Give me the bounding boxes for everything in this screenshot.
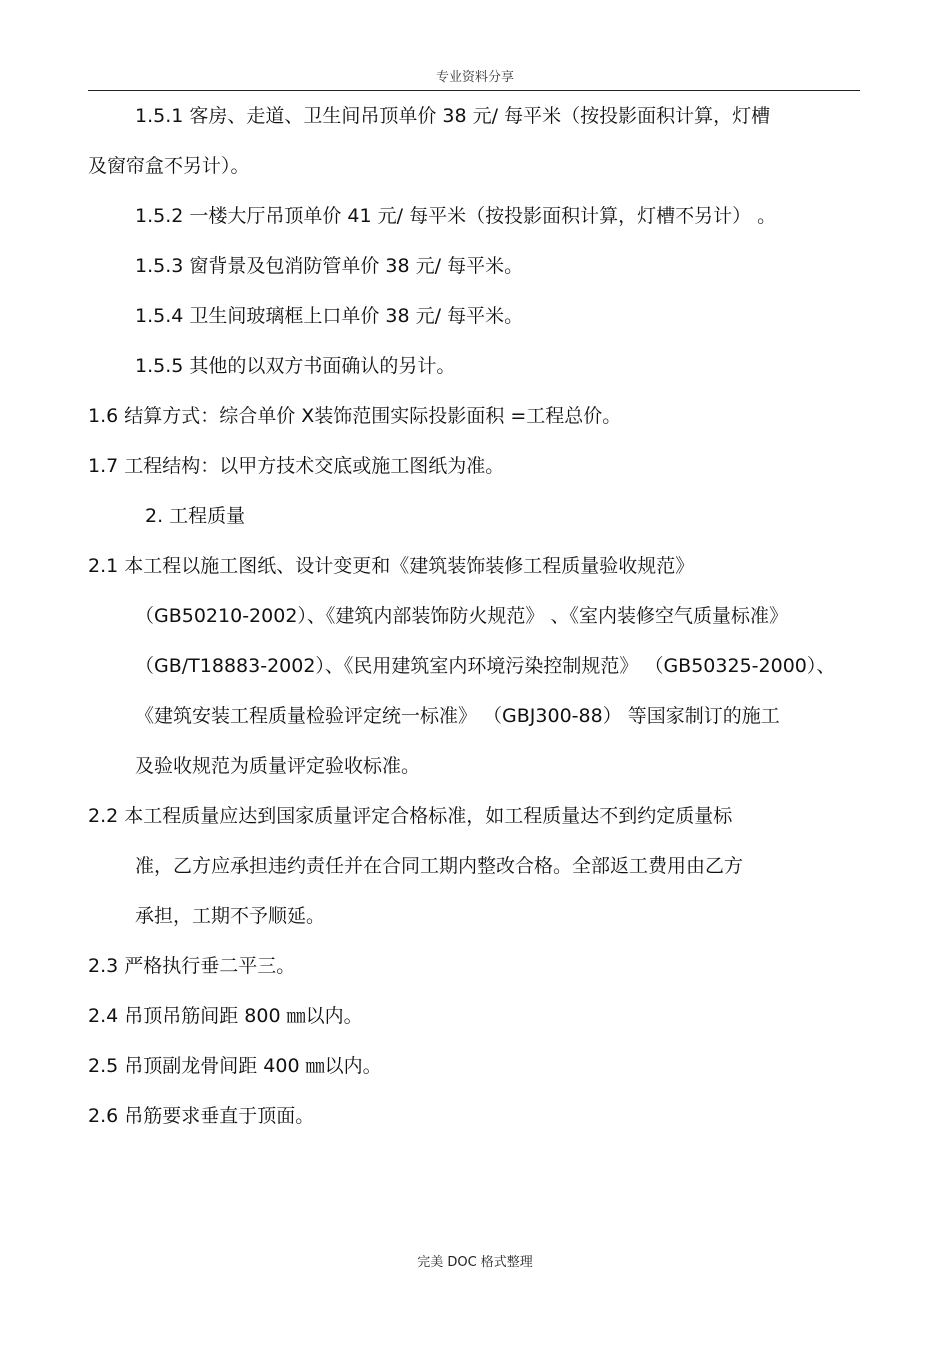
paragraph-line: 2.5 吊顶副龙骨间距 400 ㎜以内。 <box>88 1055 382 1077</box>
paragraph-line: 1.5.2 一楼大厅吊顶单价 41 元/ 每平米（按投影面积计算，灯槽不另计） 。 <box>135 205 777 227</box>
paragraph-line: 1.5.4 卫生间玻璃框上口单价 38 元/ 每平米。 <box>135 305 524 327</box>
paragraph-line: 1.5.3 窗背景及包消防管单价 38 元/ 每平米。 <box>135 255 524 277</box>
paragraph-line: 2.6 吊筋要求垂直于顶面。 <box>88 1105 315 1127</box>
paragraph-line: 2.1 本工程以施工图纸、设计变更和《建筑装饰装修工程质量验收规范》 <box>88 555 695 577</box>
paragraph-line: 1.5.1 客房、走道、卫生间吊顶单价 38 元/ 每平米（按投影面积计算，灯槽 <box>135 105 771 127</box>
paragraph-line: 1.7 工程结构：以甲方技术交底或施工图纸为准。 <box>88 455 505 477</box>
section-heading: 2. 工程质量 <box>145 505 246 527</box>
paragraph-line: 承担，工期不予顺延。 <box>135 905 326 927</box>
paragraph-line: 1.5.5 其他的以双方书面确认的另计。 <box>135 355 456 377</box>
paragraph-line: 2.2 本工程质量应达到国家质量评定合格标准，如工程质量达不到约定质量标 <box>88 805 733 827</box>
header-divider <box>88 90 860 91</box>
paragraph-line: （GB50210-2002）、《建筑内部装饰防火规范》 、《室内装修空气质量标准》 <box>135 605 788 627</box>
paragraph-line: 及窗帘盒不另计）。 <box>88 155 250 177</box>
paragraph-line: 及验收规范为质量评定验收标准。 <box>135 755 421 777</box>
page-footer: 完美 DOC 格式整理 <box>417 1255 533 1270</box>
paragraph-line: 《建筑安装工程质量检验评定统一标准》 （GBJ300-88） 等国家制订的施工 <box>135 705 780 727</box>
paragraph-line: 2.3 严格执行垂二平三。 <box>88 955 296 977</box>
paragraph-line: （GB/T18883-2002）、《民用建筑室内环境污染控制规范》 （GB50325-2000）、 <box>135 655 836 677</box>
page-header: 专业资料分享 <box>435 70 514 85</box>
paragraph-line: 2.4 吊顶吊筋间距 800 ㎜以内。 <box>88 1005 363 1027</box>
paragraph-line: 准，乙方应承担违约责任并在合同工期内整改合格。全部返工费用由乙方 <box>135 855 744 877</box>
paragraph-line: 1.6 结算方式：综合单价 X装饰范围实际投影面积 =工程总价。 <box>88 405 622 427</box>
